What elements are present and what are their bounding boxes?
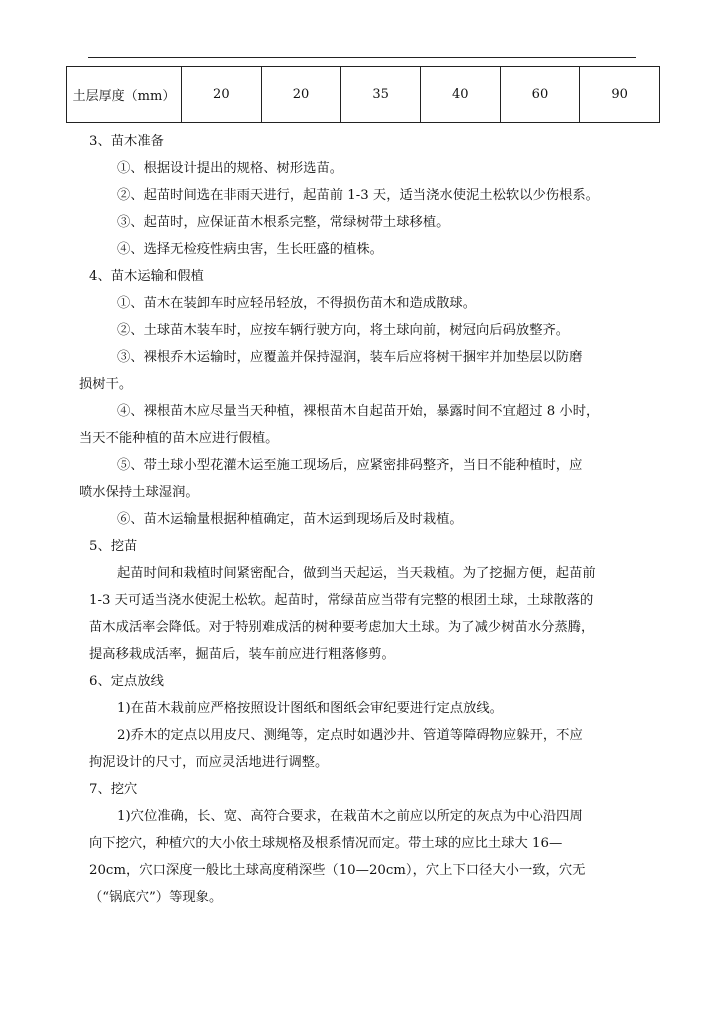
soil-thickness-table xyxy=(66,66,660,123)
paragraph-line: （“锅底穴”）等现象。 xyxy=(89,890,223,905)
list-item: ②、起苗时间选在非雨天进行，起苗前 1-3 天，适当浇水使泥土松软以少伤根系。 xyxy=(117,188,599,203)
table-cell: 20 xyxy=(261,67,341,123)
list-item: ④、裸根苗木应尽量当天种植，裸根苗木自起苗开始，暴露时间不宜超过 8 小时， xyxy=(117,404,600,419)
list-item-continuation: 拘泥设计的尺寸，而应灵活地进行调整。 xyxy=(89,755,329,770)
table-cell: 90 xyxy=(580,67,660,123)
paragraph-line: 苗木成活率会降低。对于特别难成活的树种要考虑加大土球。为了减少树苗水分蒸腾， xyxy=(89,620,595,635)
table-cell: 20 xyxy=(182,67,262,123)
list-item: ③、裸根乔木运输时，应覆盖并保持湿润，装车后应将树干捆牢并加垫层以防磨 xyxy=(117,350,583,365)
table-cell: 35 xyxy=(341,67,421,123)
list-item: ⑤、带土球小型花灌木运至施工现场后，应紧密排码整齐，当日不能种植时，应 xyxy=(117,458,583,473)
paragraph-line: 1-3 天可适当浇水使泥土松软。起苗时，常绿苗应当带有完整的根团土球，土球散落的 xyxy=(89,593,594,608)
section-heading: 7、挖穴 xyxy=(89,782,138,797)
list-item: ③、起苗时，应保证苗木根系完整，常绿树带土球移植。 xyxy=(117,215,450,230)
table-cell: 40 xyxy=(420,67,500,123)
table-top-border xyxy=(88,57,636,58)
list-item-continuation: 当天不能种植的苗木应进行假植。 xyxy=(79,431,279,446)
list-item: ⑥、苗木运输量根据种植确定，苗木运到现场后及时栽植。 xyxy=(117,512,463,527)
list-item: 2)乔木的定点以用皮尺、测绳等，定点时如遇沙井、管道等障碍物应躲开，不应 xyxy=(117,728,583,743)
table-row xyxy=(67,67,660,123)
section-heading: 5、挖苗 xyxy=(89,539,138,554)
list-item-continuation: 喷水保持土球湿润。 xyxy=(79,485,199,500)
paragraph-line: 1)穴位准确，长、宽、高符合要求，在栽苗木之前应以所定的灰点为中心沿四周 xyxy=(117,809,583,824)
list-item: ②、土球苗木装车时，应按车辆行驶方向，将土球向前，树冠向后码放整齐。 xyxy=(117,323,570,338)
section-heading: 3、苗木准备 xyxy=(89,134,164,149)
list-item: 1)在苗木栽前应严格按照设计图纸和图纸会审纪要进行定点放线。 xyxy=(117,701,503,716)
list-item: ①、苗木在装卸车时应轻吊轻放，不得损伤苗木和造成散球。 xyxy=(117,296,477,311)
paragraph-line: 起苗时间和栽植时间紧密配合，做到当天起运，当天栽植。为了挖掘方便，起苗前 xyxy=(117,566,596,581)
section-heading: 4、苗木运输和假植 xyxy=(89,269,204,284)
list-item: ①、根据设计提出的规格、树形选苗。 xyxy=(117,161,344,176)
list-item: ④、选择无检疫性病虫害，生长旺盛的植株。 xyxy=(117,242,383,257)
document-body xyxy=(79,128,664,911)
list-item-continuation: 损树干。 xyxy=(79,377,133,392)
paragraph-line: 向下挖穴，种植穴的大小依土球规格及根系情况而定。带土球的应比土球大 16— xyxy=(89,836,563,851)
section-heading: 6、定点放线 xyxy=(89,674,164,689)
table-cell: 60 xyxy=(500,67,580,123)
paragraph-line: 20cm，穴口深度一般比土球高度稍深些（10—20cm），穴上下口径大小一致，穴无 xyxy=(89,863,586,878)
table-row-label: 土层厚度（mm） xyxy=(67,67,182,123)
paragraph-line: 提高移栽成活率，掘苗后，装车前应进行粗落修剪。 xyxy=(89,647,395,662)
